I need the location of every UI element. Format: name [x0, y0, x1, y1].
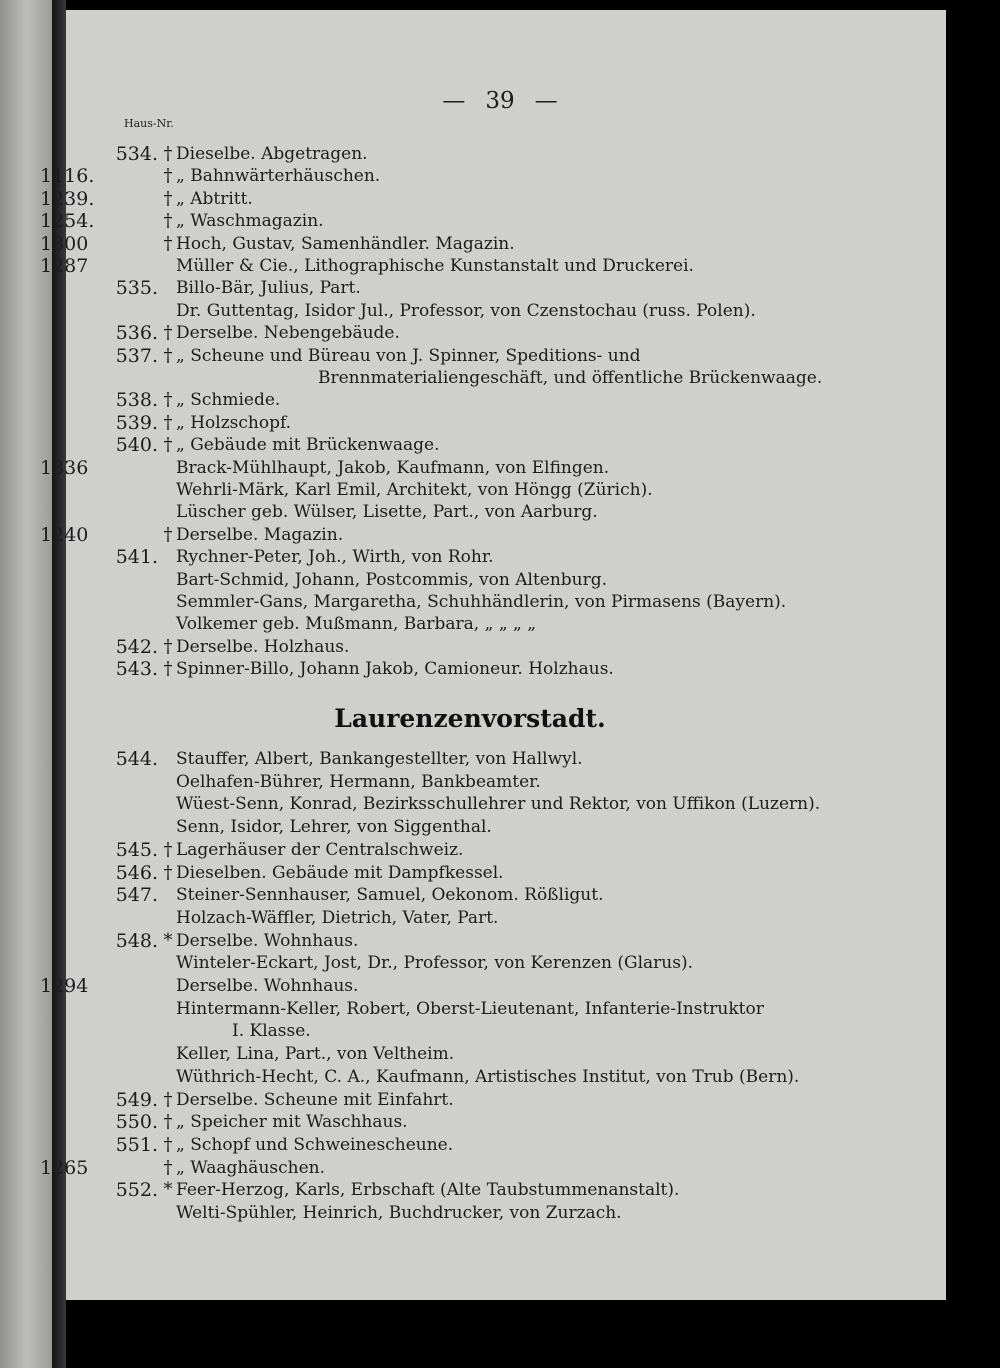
house-number: 536.	[115, 322, 158, 345]
entry-mark: *	[163, 1179, 173, 1201]
entry-text: Derselbe. Wohnhaus.	[176, 976, 359, 996]
entry-row	[0, 367, 940, 389]
entry-mark: †	[163, 658, 173, 680]
entry-row	[0, 1157, 940, 1179]
entry-mark: †	[163, 1133, 173, 1155]
old-house-number: 1300	[40, 232, 89, 255]
entry-text: Keller, Lina, Part., von Veltheim.	[176, 1044, 455, 1065]
entry-text: „ Waschmagazin.	[176, 211, 324, 232]
entry-mark: †	[163, 232, 173, 254]
page-number: — 39 —	[442, 88, 558, 114]
entry-mark: †	[163, 523, 173, 545]
house-number: 550.	[115, 1111, 158, 1134]
entry-row	[0, 255, 940, 277]
entry-row	[0, 884, 940, 906]
old-house-number: 1265	[40, 1156, 89, 1179]
old-house-number: 1254.	[40, 210, 95, 233]
entry-row	[0, 233, 940, 255]
entry-text: „ Speicher mit Waschhaus.	[176, 1112, 408, 1133]
entry-text: Lüscher geb. Wülser, Lisette, Part., von Aarburg.	[176, 502, 598, 523]
entry-text: Rychner-Peter, Joh., Wirth, von Rohr.	[176, 547, 494, 568]
house-number: 542.	[115, 635, 158, 658]
house-number: 541.	[115, 546, 158, 569]
entry-row	[0, 546, 940, 568]
entry-row	[0, 345, 940, 367]
entry-text: Hoch, Gustav, Samenhändler. Magazin.	[176, 233, 515, 254]
entry-text: „ Schopf und Schweinescheune.	[176, 1134, 454, 1155]
entry-mark: †	[163, 635, 173, 657]
entry-row	[0, 524, 940, 546]
entry-text: Stauffer, Albert, Bankangestellter, von Hallwyl.	[176, 749, 583, 769]
entry-mark: †	[163, 143, 173, 164]
entry-text: Wehrli-Märk, Karl Emil, Architekt, von Höngg (Zürich).	[176, 480, 653, 500]
entry-row	[0, 1134, 940, 1156]
entry-row	[0, 210, 940, 232]
house-number: 551.	[115, 1133, 158, 1156]
entry-mark: †	[163, 210, 173, 232]
house-number: 535.	[115, 277, 158, 300]
entry-mark: †	[163, 187, 173, 209]
house-number: 540.	[115, 434, 158, 457]
old-house-number: 1240	[40, 523, 89, 546]
entry-text: „ Bahnwärterhäuschen.	[176, 166, 381, 187]
house-number: 549.	[115, 1088, 158, 1111]
haus-nr-label: Haus-Nr.	[124, 117, 174, 130]
entry-row	[0, 501, 940, 523]
entry-row	[0, 143, 940, 165]
old-house-number: 1336	[40, 456, 89, 479]
entry-mark: †	[163, 838, 173, 860]
entry-row	[0, 457, 940, 479]
entry-text: Oelhafen-Bührer, Hermann, Bankbeamter.	[176, 771, 541, 792]
entry-row	[0, 998, 940, 1020]
entry-text: I. Klasse.	[232, 1021, 311, 1042]
entry-text: Dieselbe. Abgetragen.	[176, 144, 368, 164]
entry-text: Bart-Schmid, Johann, Postcommis, von Altenburg.	[176, 569, 608, 590]
entry-text: „ Schmiede.	[176, 390, 281, 411]
house-number: 543.	[115, 658, 158, 681]
entry-row	[0, 816, 940, 838]
entry-mark: †	[163, 861, 173, 883]
entry-mark: †	[163, 1088, 173, 1110]
entry-row	[0, 165, 940, 187]
entry-mark: †	[163, 389, 173, 411]
entry-text: Lagerhäuser der Centralschweiz.	[176, 839, 464, 860]
entry-text: Holzach-Wäffler, Dietrich, Vater, Part.	[176, 907, 499, 928]
entry-row	[0, 300, 940, 322]
house-number: 539.	[115, 411, 158, 434]
entry-row	[0, 591, 940, 613]
entry-text: Steiner-Sennhauser, Samuel, Oekonom. Rößligut.	[176, 885, 604, 906]
entry-text: Derselbe. Magazin.	[176, 524, 344, 545]
old-house-number: 1287	[40, 255, 89, 277]
entry-row	[0, 862, 940, 884]
entry-text: Derselbe. Wohnhaus.	[176, 930, 359, 951]
old-house-number: 1239.	[40, 187, 95, 210]
entry-row	[0, 188, 940, 210]
entry-text: Welti-Spühler, Heinrich, Buchdrucker, von Zurzach.	[176, 1203, 622, 1223]
entry-text: Hintermann-Keller, Robert, Oberst-Lieutenant, Infanterie-Instruktor	[176, 998, 764, 1019]
house-number: 545.	[115, 838, 158, 861]
entry-row	[0, 839, 940, 861]
entry-text: Wüthrich-Hecht, C. A., Kaufmann, Artistisches Institut, von Trub (Bern).	[176, 1066, 800, 1087]
house-number: 538.	[115, 389, 158, 412]
house-number: 534.	[115, 143, 158, 165]
entry-text: Volkemer geb. Mußmann, Barbara, „ „ „ „	[176, 614, 537, 635]
entry-row	[0, 277, 940, 299]
house-number: 537.	[115, 344, 158, 367]
entry-row	[0, 479, 940, 501]
entry-row	[0, 658, 940, 680]
entry-text: Spinner-Billo, Johann Jakob, Camioneur. Holzhaus.	[176, 659, 614, 680]
entry-row	[0, 952, 940, 974]
entry-row	[0, 1020, 940, 1042]
entry-text: Dieselben. Gebäude mit Dampfkessel.	[176, 862, 504, 883]
entry-text: Feer-Herzog, Karls, Erbschaft (Alte Taubstummenanstalt).	[176, 1180, 680, 1201]
entry-text: „ Scheune und Büreau von J. Spinner, Speditions- und	[176, 345, 641, 366]
house-number: 547.	[115, 884, 158, 907]
entry-row	[0, 793, 940, 815]
entry-mark: †	[163, 344, 173, 366]
entry-row	[0, 434, 940, 456]
entry-text: Derselbe. Scheune mit Einfahrt.	[176, 1089, 454, 1110]
entry-row	[0, 1111, 940, 1133]
entry-row	[0, 1043, 940, 1065]
entry-text: „ Holzschopf.	[176, 412, 292, 433]
entry-row	[0, 412, 940, 434]
entry-text: „ Abtritt.	[176, 188, 253, 209]
entry-row	[0, 771, 940, 793]
entry-mark: †	[163, 165, 173, 187]
entry-row	[0, 1066, 940, 1088]
entry-row	[0, 748, 940, 770]
house-number: 548.	[115, 929, 158, 952]
old-house-number: 1294	[40, 975, 89, 997]
entry-text: Derselbe. Holzhaus.	[176, 636, 350, 657]
entry-row	[0, 613, 940, 635]
entry-row	[0, 1089, 940, 1111]
entry-row	[0, 930, 940, 952]
entry-mark: †	[163, 1111, 173, 1133]
entry-text: „ Gebäude mit Brückenwaage.	[176, 435, 440, 456]
old-house-number: 1116.	[40, 165, 95, 188]
entry-text: Semmler-Gans, Margaretha, Schuhhändlerin, von Pirmasens (Bayern).	[176, 592, 787, 612]
entry-mark: †	[163, 322, 173, 344]
entry-text: Wüest-Senn, Konrad, Bezirksschullehrer und Rektor, von Uffikon (Luzern).	[176, 794, 821, 815]
entry-row	[0, 389, 940, 411]
entry-text: Brack-Mühlhaupt, Jakob, Kaufmann, von Elfingen.	[176, 457, 610, 478]
entry-text: Senn, Isidor, Lehrer, von Siggenthal.	[176, 817, 492, 838]
house-number: 552.	[115, 1179, 158, 1202]
entry-row	[0, 1179, 940, 1201]
house-number: 546.	[115, 861, 158, 884]
entry-text: Derselbe. Nebengebäude.	[176, 323, 400, 344]
entry-row	[0, 636, 940, 658]
entry-text: Dr. Guttentag, Isidor Jul., Professor, von Czenstochau (russ. Polen).	[176, 300, 756, 321]
entry-row	[0, 907, 940, 929]
section-title: Laurenzenvorstadt.	[334, 704, 606, 733]
entry-text: Billo-Bär, Julius, Part.	[176, 278, 361, 299]
entry-row	[0, 975, 940, 997]
house-number: 544.	[115, 748, 158, 770]
entry-text: Brennmaterialiengeschäft, und öffentliche Brückenwaage.	[318, 368, 823, 388]
entry-text: Müller & Cie., Lithographische Kunstanstalt und Druckerei.	[176, 256, 694, 276]
entry-mark: †	[163, 434, 173, 456]
entry-text: „ Waaghäuschen.	[176, 1157, 325, 1178]
entry-row	[0, 569, 940, 591]
entry-row	[0, 1202, 940, 1224]
entry-text: Winteler-Eckart, Jost, Dr., Professor, von Kerenzen (Glarus).	[176, 953, 693, 974]
entry-mark: †	[163, 1156, 173, 1178]
entry-mark: *	[163, 929, 173, 951]
entry-row	[0, 322, 940, 344]
entry-mark: †	[163, 411, 173, 433]
